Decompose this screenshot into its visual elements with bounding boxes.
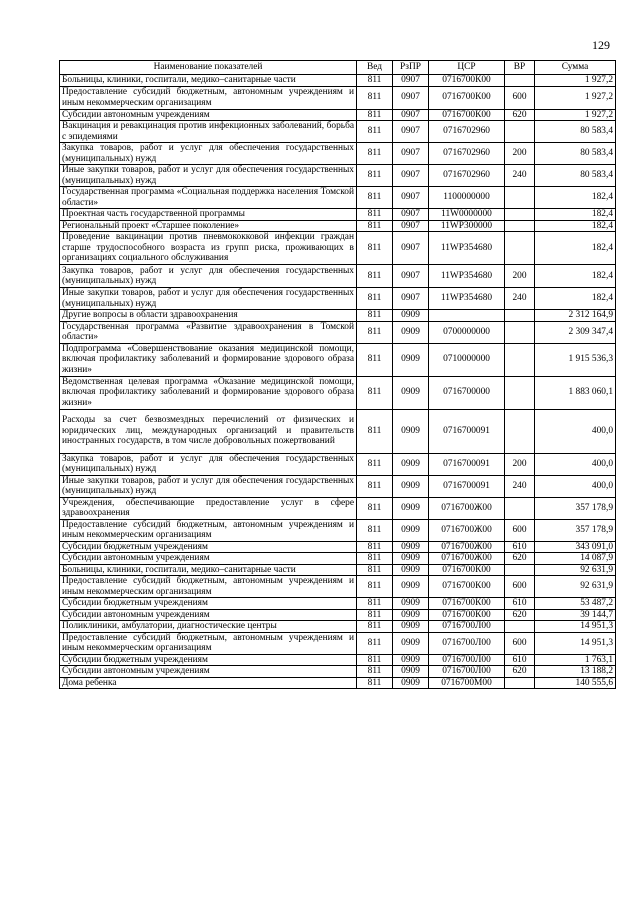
table-row: [60, 564, 616, 576]
cell-rzpr: 0909: [393, 666, 429, 678]
header-ved: Вед: [357, 61, 393, 75]
table-row: [60, 497, 616, 519]
cell-rzpr: 0909: [393, 321, 429, 343]
cell-csr: 0716700Л00: [429, 621, 505, 633]
cell-rzpr: 0907: [393, 288, 429, 310]
cell-vr: 600: [505, 632, 535, 654]
cell-sum: 80 583,4: [535, 165, 616, 187]
cell-vr: 200: [505, 265, 535, 288]
cell-sum: 1 927,2: [535, 75, 616, 87]
table-row: [60, 609, 616, 621]
cell-ved: 811: [357, 564, 393, 576]
cell-csr: 11W0000000: [429, 209, 505, 221]
cell-csr: 0716700К00: [429, 609, 505, 621]
table-row: [60, 666, 616, 678]
cell-csr: 0716700К00: [429, 598, 505, 610]
cell-rzpr: 0909: [393, 598, 429, 610]
cell-rzpr: 0909: [393, 475, 429, 497]
cell-rzpr: 0909: [393, 343, 429, 376]
cell-vr: 620: [505, 553, 535, 565]
cell-rzpr: 0907: [393, 265, 429, 288]
cell-name: Государственная программа «Развитие здравоохранения в Томской области»: [60, 321, 357, 343]
cell-csr: 0700000000: [429, 321, 505, 343]
cell-name: Иные закупки товаров, работ и услуг для обеспечения государственных (муниципальных) нужд: [60, 475, 357, 497]
cell-rzpr: 0909: [393, 453, 429, 475]
cell-name: Региональный проект «Старшее поколение»: [60, 220, 357, 232]
cell-sum: 92 631,9: [535, 576, 616, 598]
cell-csr: 11WP354680: [429, 232, 505, 265]
cell-csr: 0716700Л00: [429, 632, 505, 654]
cell-vr: [505, 321, 535, 343]
cell-rzpr: 0907: [393, 165, 429, 187]
cell-ved: 811: [357, 220, 393, 232]
cell-ved: 811: [357, 86, 393, 109]
cell-vr: 610: [505, 654, 535, 666]
cell-csr: 0716702960: [429, 121, 505, 143]
table-row: [60, 143, 616, 165]
cell-csr: 0716700Ж00: [429, 519, 505, 541]
cell-sum: 53 487,2: [535, 598, 616, 610]
cell-ved: 811: [357, 621, 393, 633]
cell-name: Иные закупки товаров, работ и услуг для обеспечения государственных (муниципальных) нужд: [60, 165, 357, 187]
cell-vr: [505, 209, 535, 221]
cell-rzpr: 0907: [393, 143, 429, 165]
cell-sum: 1 883 060,1: [535, 376, 616, 409]
table-row: [60, 265, 616, 288]
cell-ved: 811: [357, 677, 393, 689]
cell-name: Субсидии бюджетным учреждениям: [60, 598, 357, 610]
cell-ved: 811: [357, 609, 393, 621]
cell-csr: 0716700Л00: [429, 666, 505, 678]
cell-vr: 240: [505, 288, 535, 310]
cell-vr: 610: [505, 541, 535, 553]
table-row: [60, 576, 616, 598]
cell-ved: 811: [357, 654, 393, 666]
cell-vr: [505, 187, 535, 209]
cell-name: Расходы за счет безвозмездных перечислений от физических и юридических лиц, международных организаций и правительств иностранных государств, в том числе добровольных пожертвований: [60, 409, 357, 453]
table-row: [60, 677, 616, 689]
cell-vr: 200: [505, 453, 535, 475]
cell-rzpr: 0909: [393, 677, 429, 689]
cell-ved: 811: [357, 598, 393, 610]
cell-vr: [505, 564, 535, 576]
cell-rzpr: 0907: [393, 109, 429, 121]
cell-name: Дома ребенка: [60, 677, 357, 689]
cell-csr: 0716700091: [429, 409, 505, 453]
table-row: [60, 321, 616, 343]
cell-sum: 1 927,2: [535, 86, 616, 109]
table-row: [60, 187, 616, 209]
cell-csr: 0716700М00: [429, 677, 505, 689]
cell-rzpr: 0909: [393, 654, 429, 666]
table-row: [60, 632, 616, 654]
table-row: [60, 376, 616, 409]
cell-ved: 811: [357, 576, 393, 598]
table-row: [60, 541, 616, 553]
cell-csr: 0716702960: [429, 143, 505, 165]
cell-rzpr: 0909: [393, 519, 429, 541]
table-row: [60, 209, 616, 221]
cell-name: Субсидии автономным учреждениям: [60, 666, 357, 678]
cell-name: Предоставление субсидий бюджетным, автономным учреждениям и иным некоммерческим организациям: [60, 576, 357, 598]
cell-csr: 0716702960: [429, 165, 505, 187]
cell-sum: 2 312 164,9: [535, 310, 616, 322]
cell-csr: 0716700091: [429, 453, 505, 475]
header-vr: ВР: [505, 61, 535, 75]
cell-ved: 811: [357, 553, 393, 565]
cell-name: Закупка товаров, работ и услуг для обеспечения государственных (муниципальных) нужд: [60, 143, 357, 165]
cell-sum: 400,0: [535, 475, 616, 497]
cell-csr: 0716700К00: [429, 75, 505, 87]
cell-ved: 811: [357, 121, 393, 143]
cell-name: Субсидии бюджетным учреждениям: [60, 654, 357, 666]
cell-name: Вакцинация и ревакцинация против инфекционных заболеваний, борьба с эпидемиями: [60, 121, 357, 143]
cell-csr: 11WP354680: [429, 288, 505, 310]
cell-sum: 92 631,9: [535, 564, 616, 576]
cell-ved: 811: [357, 453, 393, 475]
cell-ved: 811: [357, 519, 393, 541]
table-row: [60, 343, 616, 376]
cell-ved: 811: [357, 310, 393, 322]
cell-vr: [505, 376, 535, 409]
cell-vr: 240: [505, 475, 535, 497]
cell-rzpr: 0907: [393, 209, 429, 221]
cell-vr: 620: [505, 666, 535, 678]
cell-vr: [505, 232, 535, 265]
cell-ved: 811: [357, 288, 393, 310]
header-csr: ЦСР: [429, 61, 505, 75]
table-row: [60, 553, 616, 565]
cell-sum: 80 583,4: [535, 121, 616, 143]
cell-csr: 1100000000: [429, 187, 505, 209]
cell-sum: 1 763,1: [535, 654, 616, 666]
cell-sum: 14 951,3: [535, 632, 616, 654]
cell-sum: 182,4: [535, 187, 616, 209]
cell-ved: 811: [357, 265, 393, 288]
cell-name: Другие вопросы в области здравоохранения: [60, 310, 357, 322]
cell-rzpr: 0909: [393, 409, 429, 453]
cell-rzpr: 0909: [393, 632, 429, 654]
cell-rzpr: 0907: [393, 121, 429, 143]
cell-csr: 0716700К00: [429, 86, 505, 109]
cell-sum: 1 927,2: [535, 109, 616, 121]
cell-vr: [505, 677, 535, 689]
cell-name: Предоставление субсидий бюджетным, автономным учреждениям и иным некоммерческим организациям: [60, 632, 357, 654]
cell-vr: 600: [505, 576, 535, 598]
header-name: Наименование показателей: [60, 61, 357, 75]
cell-sum: 400,0: [535, 453, 616, 475]
cell-sum: 80 583,4: [535, 143, 616, 165]
cell-sum: 343 091,0: [535, 541, 616, 553]
cell-name: Иные закупки товаров, работ и услуг для обеспечения государственных (муниципальных) нужд: [60, 288, 357, 310]
cell-name: Субсидии автономным учреждениям: [60, 109, 357, 121]
cell-sum: 14 951,3: [535, 621, 616, 633]
cell-name: Субсидии автономным учреждениям: [60, 553, 357, 565]
cell-name: Закупка товаров, работ и услуг для обеспечения государственных (муниципальных) нужд: [60, 453, 357, 475]
cell-rzpr: 0909: [393, 497, 429, 519]
cell-ved: 811: [357, 475, 393, 497]
cell-name: Ведомственная целевая программа «Оказание медицинской помощи, включая профилактику заболеваний и формирование здорового образа жизни»: [60, 376, 357, 409]
cell-ved: 811: [357, 343, 393, 376]
cell-vr: [505, 343, 535, 376]
cell-vr: 600: [505, 519, 535, 541]
table-row: [60, 220, 616, 232]
cell-ved: 811: [357, 409, 393, 453]
cell-sum: 357 178,9: [535, 519, 616, 541]
cell-rzpr: 0907: [393, 86, 429, 109]
cell-sum: 140 555,6: [535, 677, 616, 689]
cell-vr: [505, 497, 535, 519]
cell-name: Больницы, клиники, госпитали, медико–санитарные части: [60, 564, 357, 576]
table-row: [60, 86, 616, 109]
table-row: [60, 232, 616, 265]
cell-sum: 400,0: [535, 409, 616, 453]
cell-csr: 0716700К00: [429, 576, 505, 598]
cell-name: Субсидии автономным учреждениям: [60, 609, 357, 621]
cell-ved: 811: [357, 666, 393, 678]
cell-csr: 0716700Ж00: [429, 553, 505, 565]
cell-vr: 240: [505, 165, 535, 187]
cell-sum: 182,4: [535, 288, 616, 310]
table-row: [60, 310, 616, 322]
cell-name: Предоставление субсидий бюджетным, автономным учреждениям и иным некоммерческим организациям: [60, 519, 357, 541]
cell-rzpr: 0907: [393, 220, 429, 232]
cell-ved: 811: [357, 187, 393, 209]
cell-csr: 0716700Ж00: [429, 497, 505, 519]
cell-ved: 811: [357, 497, 393, 519]
cell-csr: 0716700К00: [429, 564, 505, 576]
cell-rzpr: 0907: [393, 75, 429, 87]
cell-name: Субсидии бюджетным учреждениям: [60, 541, 357, 553]
table-row: [60, 519, 616, 541]
cell-ved: 811: [357, 109, 393, 121]
cell-name: Проведение вакцинации против пневмококковой инфекции граждан старше трудоспособного возраста из групп риска, проживающих в организациях социального обслуживания: [60, 232, 357, 265]
cell-csr: 0716700К00: [429, 109, 505, 121]
cell-csr: 0710000000: [429, 343, 505, 376]
page-number: 129: [592, 38, 610, 52]
cell-rzpr: 0909: [393, 621, 429, 633]
table-row: [60, 453, 616, 475]
cell-vr: [505, 310, 535, 322]
cell-rzpr: 0909: [393, 310, 429, 322]
cell-ved: 811: [357, 232, 393, 265]
cell-vr: 610: [505, 598, 535, 610]
cell-csr: 11WP354680: [429, 265, 505, 288]
cell-name: Подпрограмма «Совершенствование оказания медицинской помощи, включая профилактику заболеваний и формирование здорового образа жизни»: [60, 343, 357, 376]
cell-name: Предоставление субсидий бюджетным, автономным учреждениям и иным некоммерческим организациям: [60, 86, 357, 109]
cell-rzpr: 0909: [393, 541, 429, 553]
cell-vr: [505, 220, 535, 232]
table-row: [60, 75, 616, 87]
header-sum: Сумма: [535, 61, 616, 75]
cell-sum: 14 087,9: [535, 553, 616, 565]
cell-csr: 0716700000: [429, 376, 505, 409]
cell-sum: 182,4: [535, 220, 616, 232]
table-row: [60, 475, 616, 497]
cell-csr: 0716700091: [429, 475, 505, 497]
cell-rzpr: 0909: [393, 564, 429, 576]
cell-rzpr: 0909: [393, 376, 429, 409]
cell-rzpr: 0909: [393, 609, 429, 621]
cell-ved: 811: [357, 541, 393, 553]
header-row: [60, 61, 616, 75]
cell-ved: 811: [357, 321, 393, 343]
cell-sum: 182,4: [535, 265, 616, 288]
table-row: [60, 621, 616, 633]
cell-ved: 811: [357, 75, 393, 87]
cell-sum: 182,4: [535, 209, 616, 221]
cell-name: Государственная программа «Социальная поддержка населения Томской области»: [60, 187, 357, 209]
cell-csr: 0716700Л00: [429, 654, 505, 666]
cell-vr: [505, 121, 535, 143]
cell-ved: 811: [357, 376, 393, 409]
table-row: [60, 121, 616, 143]
header-rzpr: РзПР: [393, 61, 429, 75]
cell-ved: 811: [357, 209, 393, 221]
cell-sum: 357 178,9: [535, 497, 616, 519]
cell-sum: 13 188,2: [535, 666, 616, 678]
cell-name: Учреждения, обеспечивающие предоставление услуг в сфере здравоохранения: [60, 497, 357, 519]
cell-vr: 620: [505, 109, 535, 121]
cell-rzpr: 0907: [393, 232, 429, 265]
cell-sum: 2 309 347,4: [535, 321, 616, 343]
table-row: [60, 598, 616, 610]
cell-csr: 0716700Ж00: [429, 541, 505, 553]
cell-name: Больницы, клиники, госпитали, медико–санитарные части: [60, 75, 357, 87]
cell-vr: [505, 409, 535, 453]
cell-vr: 620: [505, 609, 535, 621]
table-row: [60, 109, 616, 121]
cell-vr: 200: [505, 143, 535, 165]
cell-name: Поликлиники, амбулатории, диагностические центры: [60, 621, 357, 633]
table-row: [60, 654, 616, 666]
cell-ved: 811: [357, 165, 393, 187]
cell-rzpr: 0907: [393, 187, 429, 209]
cell-vr: [505, 75, 535, 87]
cell-name: Проектная часть государственной программы: [60, 209, 357, 221]
cell-rzpr: 0909: [393, 576, 429, 598]
cell-sum: 182,4: [535, 232, 616, 265]
cell-vr: [505, 621, 535, 633]
cell-ved: 811: [357, 632, 393, 654]
cell-sum: 1 915 536,3: [535, 343, 616, 376]
cell-name: Закупка товаров, работ и услуг для обеспечения государственных (муниципальных) нужд: [60, 265, 357, 288]
cell-ved: 811: [357, 143, 393, 165]
table-row: [60, 288, 616, 310]
cell-sum: 39 144,7: [535, 609, 616, 621]
table-row: [60, 409, 616, 453]
budget-table: [59, 60, 616, 689]
table-row: [60, 165, 616, 187]
cell-vr: 600: [505, 86, 535, 109]
cell-rzpr: 0909: [393, 553, 429, 565]
cell-csr: 11WP300000: [429, 220, 505, 232]
cell-csr: [429, 310, 505, 322]
